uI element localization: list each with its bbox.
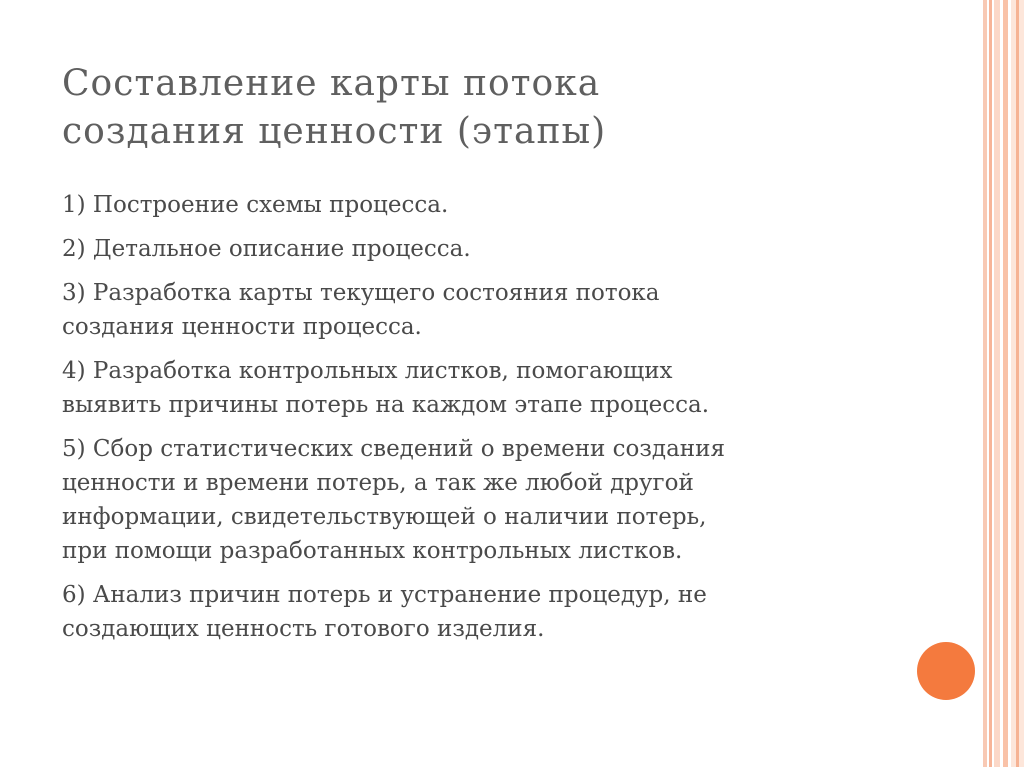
decorative-stripe [989, 0, 992, 767]
step-item-5 [62, 432, 902, 568]
step-item-2 [62, 232, 902, 266]
step-list [62, 188, 902, 656]
step-text-line: информации, свидетельствующей о наличии потерь, [62, 504, 707, 530]
step-text-line: 5) Сбор статистических сведений о времени создания [62, 436, 725, 462]
step-text-line: 2) Детальное описание процесса. [62, 236, 471, 262]
step-text-line: создающих ценность готового изделия. [62, 616, 545, 642]
slide-title-line: создания ценности (этапы) [62, 111, 607, 152]
decorative-stripe [994, 0, 1000, 767]
decorative-stripe [1003, 0, 1008, 767]
step-text-line: 4) Разработка контрольных листков, помогающих [62, 358, 673, 384]
step-item-3 [62, 276, 902, 344]
step-text-line: 3) Разработка карты текущего состояния потока [62, 280, 660, 306]
step-item-6 [62, 578, 902, 646]
step-item-1 [62, 188, 902, 222]
step-text-line: создания ценности процесса. [62, 314, 422, 340]
step-item-4 [62, 354, 902, 422]
decorative-stripe [1016, 0, 1019, 767]
slide-title-line: Составление карты потока [62, 63, 601, 104]
step-text-line: 1) Построение схемы процесса. [62, 192, 449, 218]
step-text-line: при помощи разработанных контрольных листков. [62, 538, 683, 564]
slide-title [62, 60, 942, 156]
step-text-line: ценности и времени потерь, а так же любой другой [62, 470, 694, 496]
step-text-line: выявить причины потерь на каждом этапе процесса. [62, 392, 709, 418]
orange-circle-icon [917, 642, 975, 700]
decorative-stripe [983, 0, 987, 767]
step-text-line: 6) Анализ причин потерь и устранение процедур, не [62, 582, 707, 608]
